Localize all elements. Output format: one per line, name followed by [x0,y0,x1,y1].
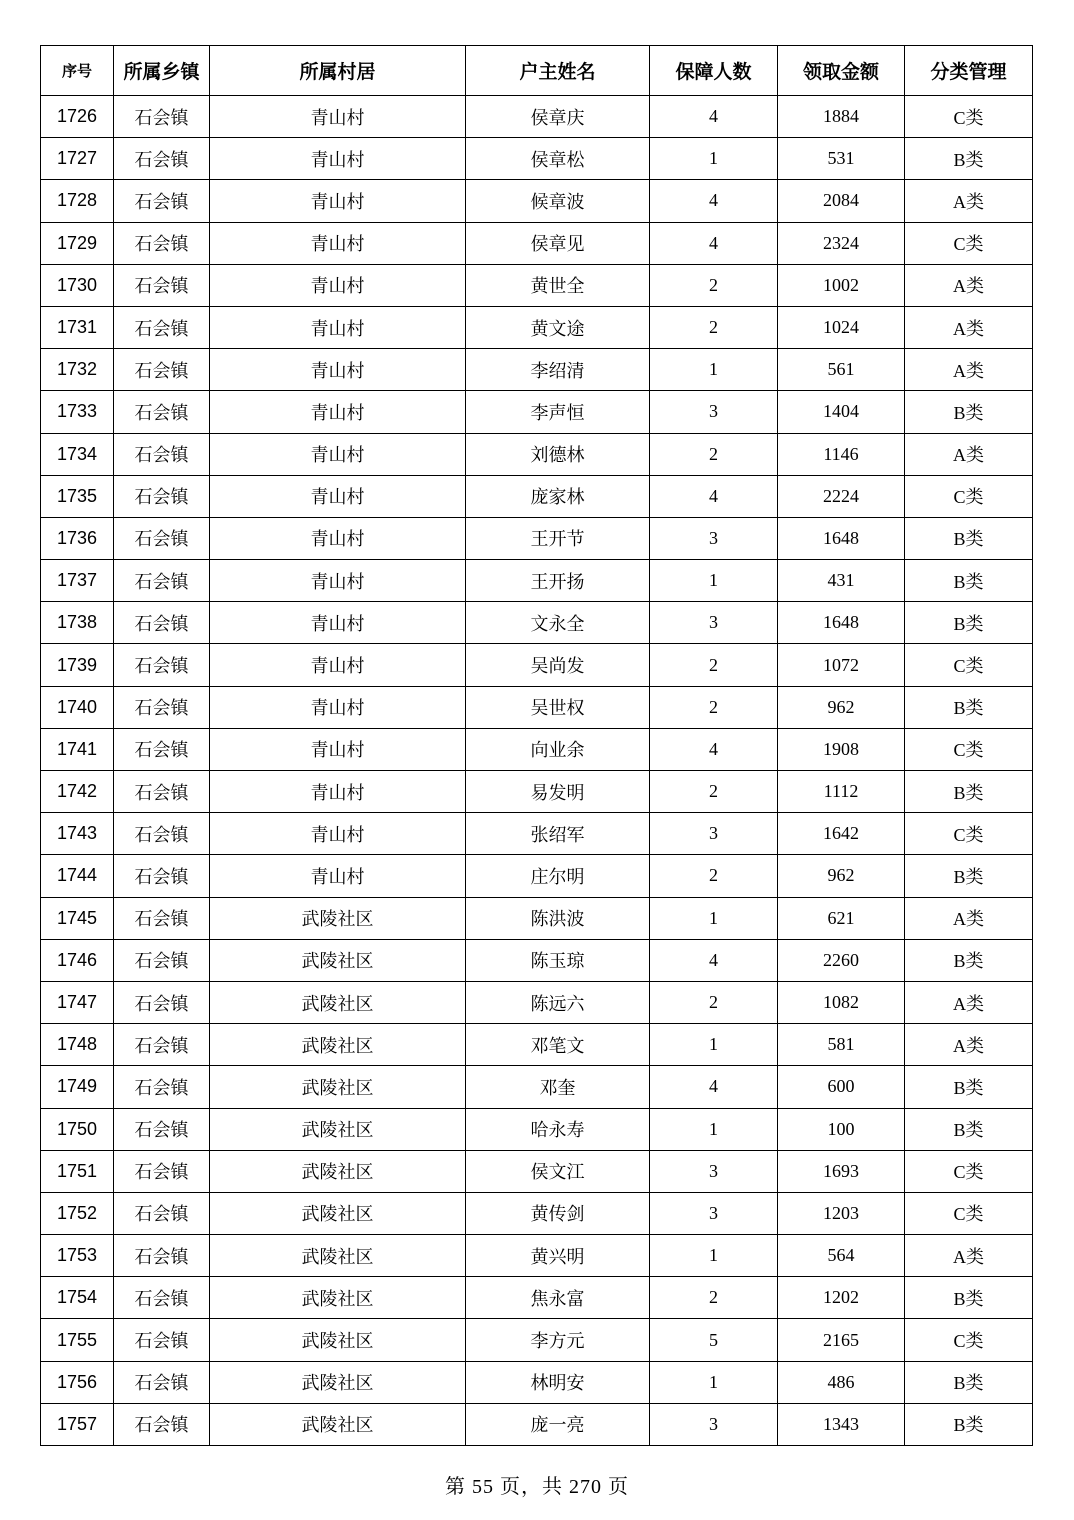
cell-town: 石会镇 [114,222,210,264]
cell-town: 石会镇 [114,1403,210,1445]
cell-seq: 1744 [41,855,114,897]
cell-village: 青山村 [210,728,466,770]
cell-amount: 486 [778,1361,905,1403]
cell-village: 青山村 [210,644,466,686]
cell-seq: 1752 [41,1192,114,1234]
cell-covered-count: 3 [650,391,778,433]
cell-category: A类 [905,1235,1033,1277]
cell-town: 石会镇 [114,517,210,559]
cell-town: 石会镇 [114,813,210,855]
cell-householder: 黄兴明 [466,1235,650,1277]
cell-category: B类 [905,517,1033,559]
cell-village: 武陵社区 [210,1403,466,1445]
cell-householder: 候章波 [466,180,650,222]
cell-covered-count: 4 [650,475,778,517]
table-row [41,517,1033,559]
cell-householder: 张绍军 [466,813,650,855]
cell-covered-count: 4 [650,96,778,138]
table-row [41,264,1033,306]
cell-amount: 581 [778,1024,905,1066]
cell-covered-count: 2 [650,306,778,348]
cell-seq: 1749 [41,1066,114,1108]
cell-town: 石会镇 [114,728,210,770]
cell-amount: 2084 [778,180,905,222]
cell-householder: 吴尚发 [466,644,650,686]
cell-village: 武陵社区 [210,1150,466,1192]
cell-householder: 陈远六 [466,981,650,1023]
cell-seq: 1733 [41,391,114,433]
table-row [41,644,1033,686]
cell-category: A类 [905,180,1033,222]
cell-town: 石会镇 [114,1235,210,1277]
cell-town: 石会镇 [114,560,210,602]
cell-covered-count: 2 [650,771,778,813]
cell-seq: 1728 [41,180,114,222]
cell-covered-count: 3 [650,813,778,855]
cell-householder: 庞家林 [466,475,650,517]
cell-village: 武陵社区 [210,1024,466,1066]
table-row [41,433,1033,475]
cell-category: B类 [905,1403,1033,1445]
cell-village: 武陵社区 [210,1319,466,1361]
cell-category: B类 [905,1361,1033,1403]
table-row [41,1066,1033,1108]
cell-householder: 陈洪波 [466,897,650,939]
cell-seq: 1729 [41,222,114,264]
cell-village: 青山村 [210,264,466,306]
cell-category: C类 [905,475,1033,517]
cell-town: 石会镇 [114,1361,210,1403]
cell-category: A类 [905,306,1033,348]
table-row [41,1319,1033,1361]
header-seq: 序号 [41,46,114,96]
cell-householder: 邓奎 [466,1066,650,1108]
cell-amount: 1642 [778,813,905,855]
cell-seq: 1743 [41,813,114,855]
cell-town: 石会镇 [114,96,210,138]
cell-covered-count: 1 [650,1024,778,1066]
cell-village: 青山村 [210,391,466,433]
cell-householder: 王开节 [466,517,650,559]
cell-seq: 1731 [41,306,114,348]
table-row [41,602,1033,644]
cell-category: B类 [905,939,1033,981]
cell-village: 青山村 [210,771,466,813]
cell-town: 石会镇 [114,1192,210,1234]
table-row [41,1235,1033,1277]
cell-village: 青山村 [210,602,466,644]
cell-amount: 1082 [778,981,905,1023]
assistance-roster-table [40,45,1033,1446]
cell-town: 石会镇 [114,981,210,1023]
cell-village: 青山村 [210,96,466,138]
cell-householder: 李声恒 [466,391,650,433]
cell-seq: 1757 [41,1403,114,1445]
cell-town: 石会镇 [114,433,210,475]
cell-householder: 侯章见 [466,222,650,264]
cell-town: 石会镇 [114,1024,210,1066]
cell-category: A类 [905,349,1033,391]
cell-amount: 2224 [778,475,905,517]
cell-category: B类 [905,391,1033,433]
cell-covered-count: 2 [650,433,778,475]
cell-town: 石会镇 [114,349,210,391]
header-amount: 领取金额 [778,46,905,96]
cell-amount: 1203 [778,1192,905,1234]
table-row [41,939,1033,981]
cell-category: A类 [905,1024,1033,1066]
cell-category: C类 [905,728,1033,770]
cell-covered-count: 4 [650,1066,778,1108]
cell-town: 石会镇 [114,1277,210,1319]
cell-village: 青山村 [210,855,466,897]
cell-amount: 2260 [778,939,905,981]
cell-covered-count: 2 [650,981,778,1023]
cell-town: 石会镇 [114,264,210,306]
table-row [41,981,1033,1023]
cell-village: 武陵社区 [210,1066,466,1108]
table-row [41,1150,1033,1192]
cell-householder: 庞一亮 [466,1403,650,1445]
cell-householder: 焦永富 [466,1277,650,1319]
table-row [41,138,1033,180]
cell-category: B类 [905,138,1033,180]
cell-covered-count: 2 [650,1277,778,1319]
table-row [41,813,1033,855]
cell-category: C类 [905,96,1033,138]
cell-seq: 1753 [41,1235,114,1277]
cell-covered-count: 5 [650,1319,778,1361]
cell-village: 武陵社区 [210,1277,466,1319]
table-row [41,728,1033,770]
cell-seq: 1741 [41,728,114,770]
cell-seq: 1755 [41,1319,114,1361]
table-row [41,1403,1033,1445]
cell-covered-count: 4 [650,728,778,770]
cell-amount: 431 [778,560,905,602]
cell-town: 石会镇 [114,939,210,981]
table-row [41,1361,1033,1403]
table-row [41,96,1033,138]
cell-amount: 1024 [778,306,905,348]
cell-category: C类 [905,1319,1033,1361]
cell-householder: 陈玉琼 [466,939,650,981]
cell-householder: 李方元 [466,1319,650,1361]
cell-amount: 1112 [778,771,905,813]
cell-amount: 1404 [778,391,905,433]
cell-amount: 531 [778,138,905,180]
table-row [41,475,1033,517]
cell-village: 青山村 [210,180,466,222]
cell-village: 青山村 [210,560,466,602]
cell-covered-count: 2 [650,855,778,897]
cell-amount: 1908 [778,728,905,770]
cell-covered-count: 2 [650,686,778,728]
cell-category: B类 [905,771,1033,813]
cell-covered-count: 3 [650,1192,778,1234]
cell-householder: 刘德林 [466,433,650,475]
cell-covered-count: 1 [650,560,778,602]
cell-amount: 1202 [778,1277,905,1319]
cell-seq: 1740 [41,686,114,728]
cell-householder: 林明安 [466,1361,650,1403]
cell-householder: 黄传剑 [466,1192,650,1234]
table-row [41,897,1033,939]
cell-covered-count: 1 [650,138,778,180]
cell-seq: 1747 [41,981,114,1023]
table-row [41,349,1033,391]
cell-village: 青山村 [210,517,466,559]
cell-seq: 1756 [41,1361,114,1403]
cell-category: B类 [905,1108,1033,1150]
table-row [41,306,1033,348]
cell-householder: 黄文途 [466,306,650,348]
table-body [41,96,1033,1446]
cell-town: 石会镇 [114,306,210,348]
cell-seq: 1737 [41,560,114,602]
cell-town: 石会镇 [114,1150,210,1192]
cell-householder: 黄世全 [466,264,650,306]
cell-amount: 561 [778,349,905,391]
cell-category: B类 [905,560,1033,602]
table-row [41,222,1033,264]
cell-seq: 1727 [41,138,114,180]
cell-covered-count: 1 [650,897,778,939]
cell-covered-count: 1 [650,1361,778,1403]
cell-town: 石会镇 [114,897,210,939]
cell-amount: 2324 [778,222,905,264]
cell-village: 武陵社区 [210,939,466,981]
cell-category: B类 [905,1277,1033,1319]
cell-covered-count: 3 [650,602,778,644]
cell-town: 石会镇 [114,1319,210,1361]
cell-seq: 1739 [41,644,114,686]
cell-category: C类 [905,1192,1033,1234]
cell-covered-count: 3 [650,517,778,559]
cell-householder: 王开扬 [466,560,650,602]
cell-village: 武陵社区 [210,1108,466,1150]
cell-amount: 962 [778,686,905,728]
table-row [41,771,1033,813]
cell-town: 石会镇 [114,855,210,897]
cell-category: C类 [905,813,1033,855]
cell-householder: 李绍清 [466,349,650,391]
cell-category: C类 [905,644,1033,686]
cell-householder: 侯文江 [466,1150,650,1192]
cell-householder: 庄尔明 [466,855,650,897]
table-row [41,1024,1033,1066]
cell-amount: 1884 [778,96,905,138]
cell-seq: 1738 [41,602,114,644]
cell-category: C类 [905,222,1033,264]
cell-householder: 侯章松 [466,138,650,180]
cell-seq: 1748 [41,1024,114,1066]
cell-village: 青山村 [210,686,466,728]
cell-village: 青山村 [210,306,466,348]
cell-seq: 1746 [41,939,114,981]
cell-category: A类 [905,433,1033,475]
cell-village: 武陵社区 [210,1192,466,1234]
cell-householder: 向业余 [466,728,650,770]
cell-amount: 1648 [778,517,905,559]
cell-seq: 1735 [41,475,114,517]
header-village: 所属村居 [210,46,466,96]
cell-village: 武陵社区 [210,1235,466,1277]
cell-village: 青山村 [210,813,466,855]
cell-seq: 1751 [41,1150,114,1192]
cell-town: 石会镇 [114,771,210,813]
cell-amount: 962 [778,855,905,897]
cell-town: 石会镇 [114,475,210,517]
cell-seq: 1742 [41,771,114,813]
cell-amount: 1648 [778,602,905,644]
cell-covered-count: 4 [650,222,778,264]
table-row [41,1277,1033,1319]
cell-category: B类 [905,1066,1033,1108]
cell-town: 石会镇 [114,1066,210,1108]
cell-covered-count: 2 [650,644,778,686]
cell-town: 石会镇 [114,602,210,644]
page-number-footer: 第 55 页，共 270 页 [445,1476,629,1498]
cell-town: 石会镇 [114,1108,210,1150]
table-row [41,1192,1033,1234]
cell-town: 石会镇 [114,686,210,728]
cell-town: 石会镇 [114,644,210,686]
cell-amount: 600 [778,1066,905,1108]
cell-covered-count: 3 [650,1150,778,1192]
header-category: 分类管理 [905,46,1033,96]
cell-seq: 1750 [41,1108,114,1150]
header-town: 所属乡镇 [114,46,210,96]
cell-seq: 1736 [41,517,114,559]
cell-amount: 1072 [778,644,905,686]
table-row [41,686,1033,728]
cell-covered-count: 1 [650,1235,778,1277]
header-row [41,46,1033,96]
cell-amount: 621 [778,897,905,939]
cell-village: 青山村 [210,475,466,517]
table-row [41,1108,1033,1150]
cell-amount: 2165 [778,1319,905,1361]
cell-category: B类 [905,855,1033,897]
cell-category: B类 [905,686,1033,728]
table-row [41,391,1033,433]
cell-covered-count: 3 [650,1403,778,1445]
cell-category: B类 [905,602,1033,644]
cell-amount: 1146 [778,433,905,475]
cell-village: 青山村 [210,222,466,264]
cell-town: 石会镇 [114,180,210,222]
cell-amount: 100 [778,1108,905,1150]
cell-category: C类 [905,1150,1033,1192]
cell-householder: 邓笔文 [466,1024,650,1066]
cell-category: A类 [905,264,1033,306]
cell-seq: 1726 [41,96,114,138]
cell-village: 青山村 [210,138,466,180]
cell-village: 武陵社区 [210,1361,466,1403]
table-row [41,560,1033,602]
cell-village: 青山村 [210,349,466,391]
cell-covered-count: 2 [650,264,778,306]
cell-amount: 1693 [778,1150,905,1192]
cell-amount: 1002 [778,264,905,306]
cell-householder: 易发明 [466,771,650,813]
table-row [41,180,1033,222]
cell-village: 武陵社区 [210,897,466,939]
cell-seq: 1754 [41,1277,114,1319]
cell-seq: 1734 [41,433,114,475]
cell-covered-count: 1 [650,349,778,391]
table-row [41,855,1033,897]
cell-village: 青山村 [210,433,466,475]
cell-category: A类 [905,897,1033,939]
cell-seq: 1745 [41,897,114,939]
cell-amount: 564 [778,1235,905,1277]
cell-category: A类 [905,981,1033,1023]
cell-householder: 侯章庆 [466,96,650,138]
cell-seq: 1730 [41,264,114,306]
cell-town: 石会镇 [114,138,210,180]
cell-householder: 哈永寿 [466,1108,650,1150]
cell-householder: 文永全 [466,602,650,644]
cell-seq: 1732 [41,349,114,391]
cell-amount: 1343 [778,1403,905,1445]
header-householder: 户主姓名 [466,46,650,96]
cell-covered-count: 1 [650,1108,778,1150]
cell-covered-count: 4 [650,939,778,981]
table-header [41,46,1033,96]
cell-town: 石会镇 [114,391,210,433]
cell-householder: 吴世权 [466,686,650,728]
header-covered-count: 保障人数 [650,46,778,96]
cell-covered-count: 4 [650,180,778,222]
cell-village: 武陵社区 [210,981,466,1023]
